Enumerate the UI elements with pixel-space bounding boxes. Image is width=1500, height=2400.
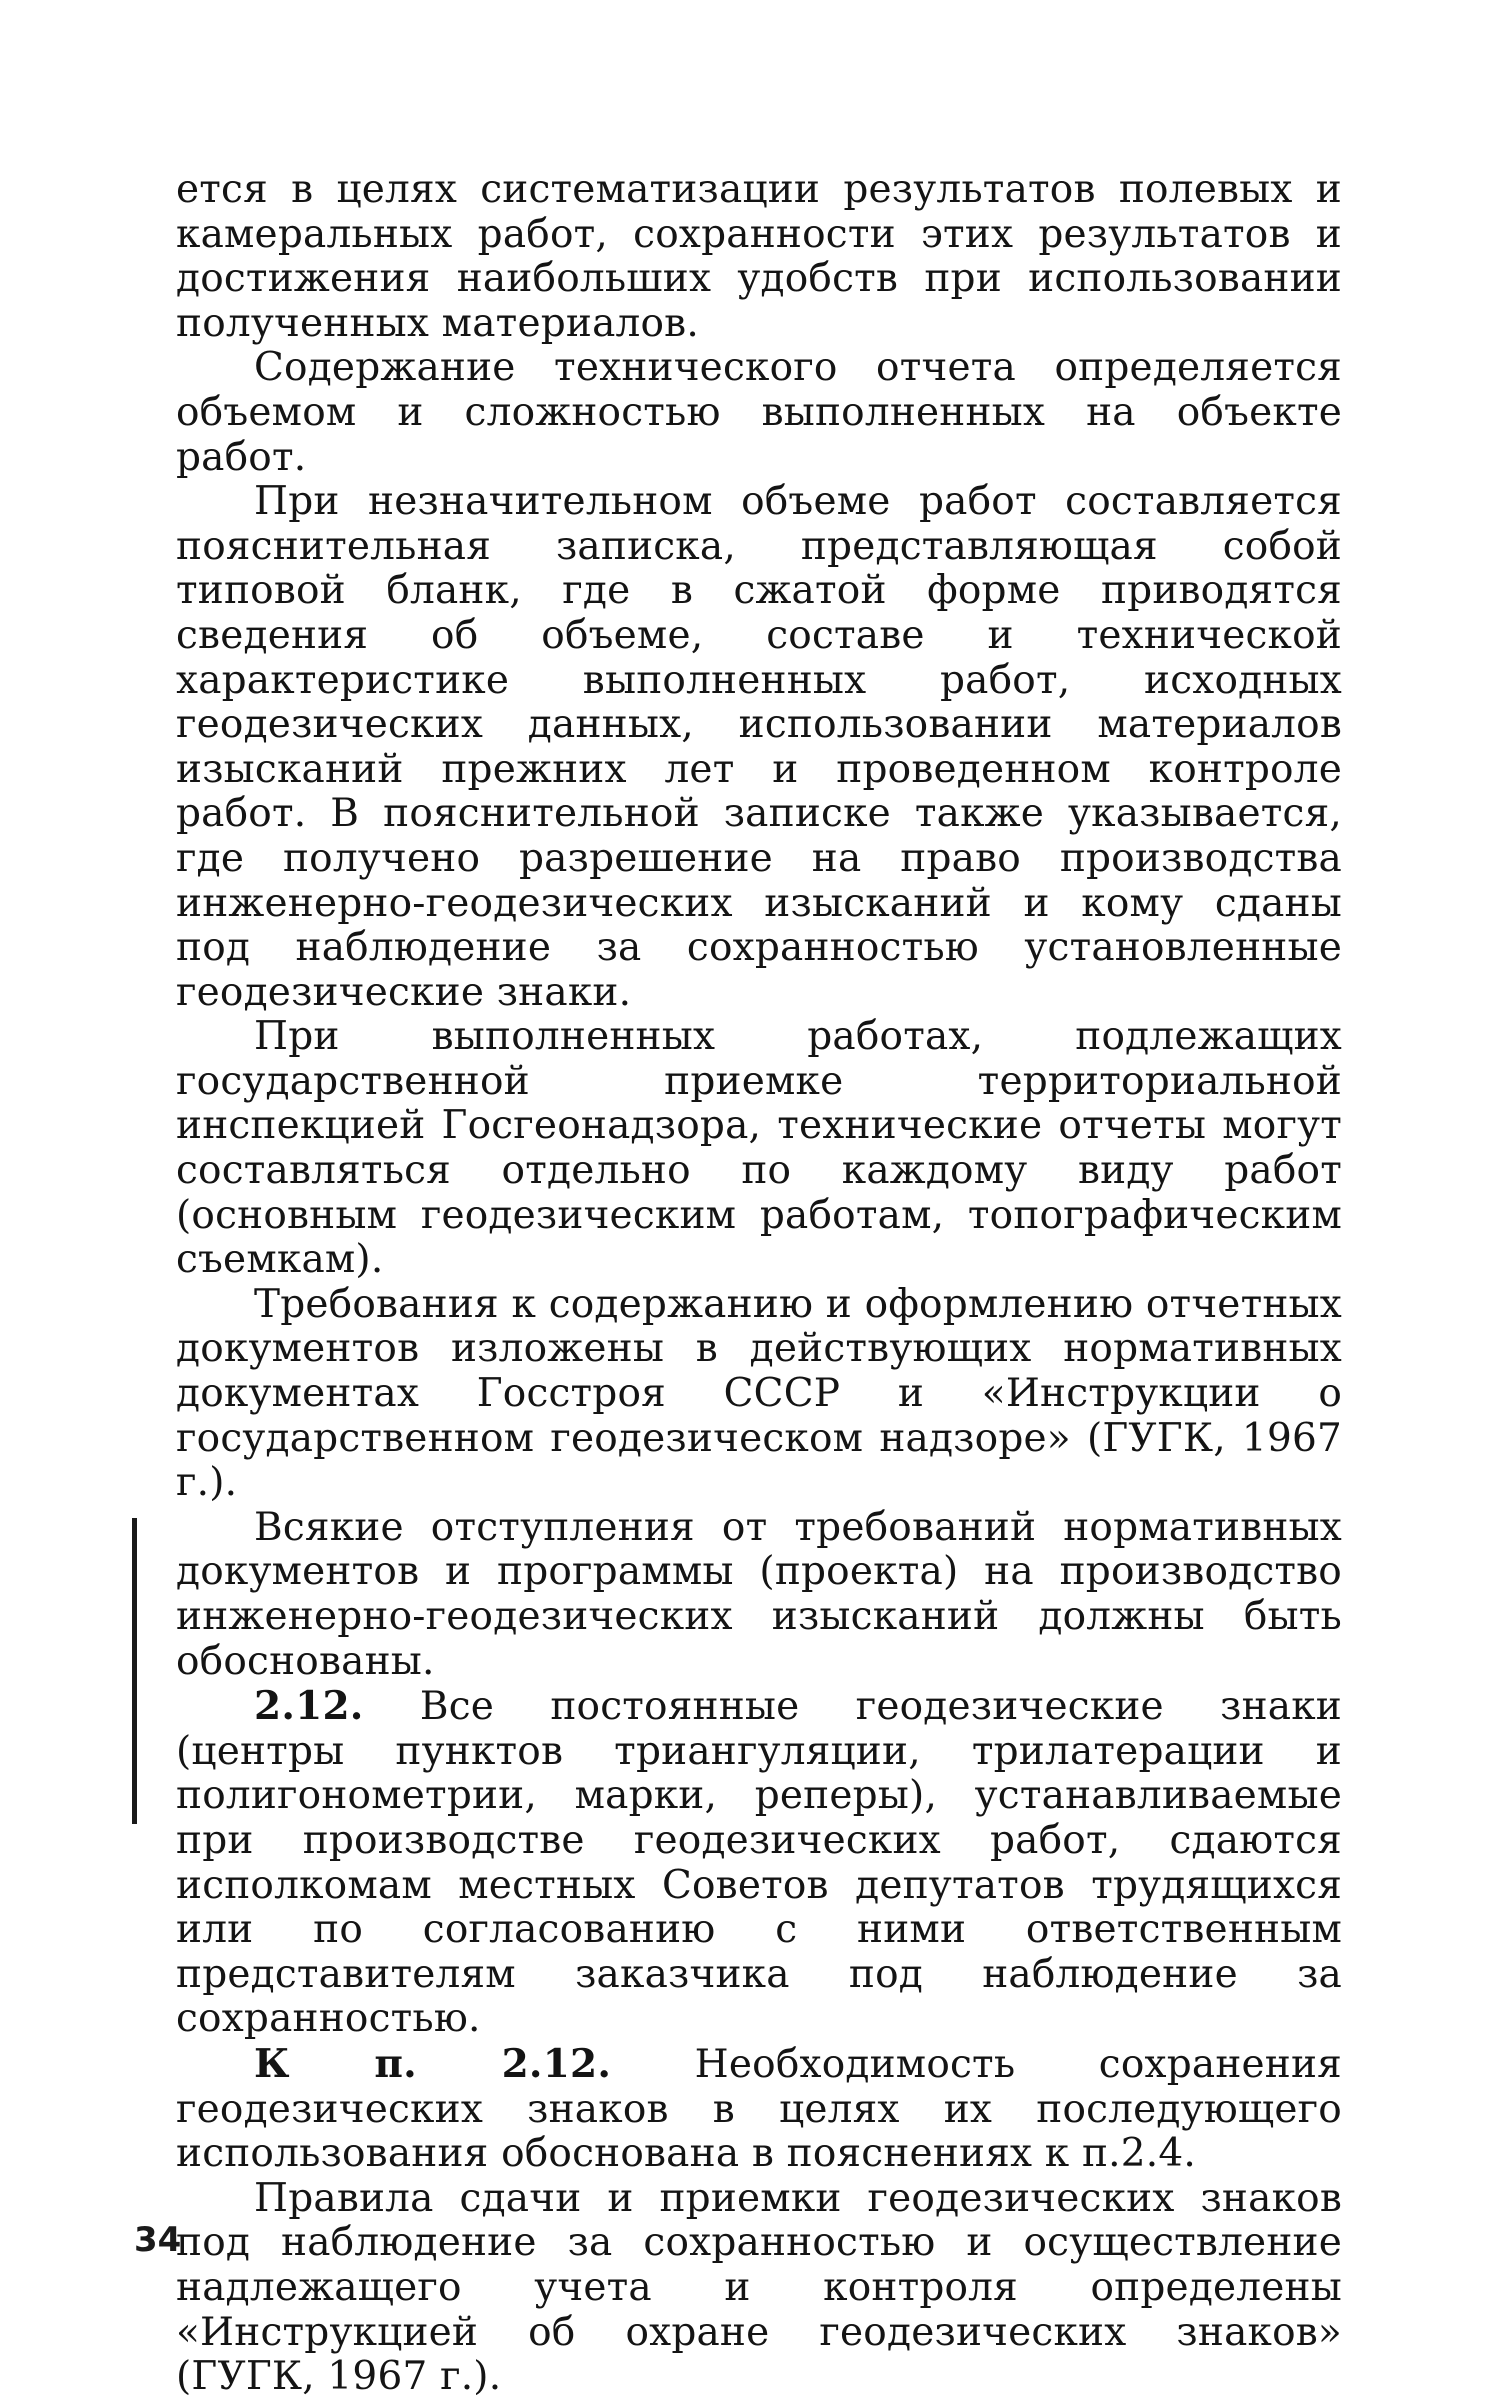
paragraph-3 — [176, 480, 1342, 1015]
paragraph-4-text: При выполненных работах, подлежащих государственной приемке территориальной инспекцией Госгеонадзора, технические отчеты могут составляться отдельно по каждому виду работ (основным геодезическим работам, топографическим съемкам). — [176, 1014, 1342, 1283]
paragraph-2 — [176, 346, 1342, 480]
commentary-2-12-label: К п. 2.12. — [254, 2040, 612, 2087]
commentary-2-12-text: Необходимость сохранения геодезических знаков в целях их последующего использования обоснована в пояснениях к п.2.4. — [176, 2041, 1342, 2177]
paragraph-6-text: Всякие отступления от требований нормативных документов и программы (проекта) на производство инженерно-геодезических изысканий должны быть обоснованы. — [176, 1504, 1342, 1684]
paragraph-5-text: Требования к содержанию и оформлению отчетных документов изложены в действующих нормативных документах Госстроя СССР и «Инструкции о государственном геодезическом надзоре» (ГУГК, 1967 г.). — [176, 1281, 1342, 1506]
paragraph-1-text: ется в целях систематизации результатов полевых и камеральных работ, сохранности этих результатов и достижения наибольших удобств при использовании полученных материалов. — [176, 167, 1342, 346]
document-body — [176, 168, 1342, 2400]
paragraph-9 — [176, 2177, 1342, 2400]
paragraph-3-text: При незначительном объеме работ составляется пояснительная записка, представляющая собой типовой бланк, где в сжатой форме приводятся сведения об объеме, составе и технической характеристике выполненных работ, исходных геодезических данных, использовании материалов изысканий прежних лет и проведенном контроле работ. В пояснительной записке также указывается, где получено разрешение на право производства инженерно-геодезических изысканий и кому сданы под наблюдение за сохранностью установленные геодезические знаки. — [176, 479, 1342, 1015]
section-2-12 — [176, 1684, 1342, 2042]
page-number: 34 — [134, 2220, 182, 2260]
paragraph-9-text: Правила сдачи и приемки геодезических знаков под наблюдение за сохранностью и осуществление надлежащего учета и контроля определены «Инструкцией об охране геодезических знаков» (ГУГК, 1967 г.). — [176, 2175, 1342, 2400]
paragraph-4 — [176, 1015, 1342, 1283]
section-2-12-number: 2.12. — [254, 1683, 364, 1730]
change-margin-bar — [132, 1518, 137, 1824]
paragraph-6 — [176, 1506, 1342, 1684]
paragraph-2-text: Содержание технического отчета определяется объемом и сложностью выполненных на объекте работ. — [176, 345, 1342, 480]
section-2-12-text: Все постоянные геодезические знаки (центры пунктов триангуляции, трилатерации и полигонометрии, марки, реперы), устанавливаемые при производстве геодезических работ, сдаются исполкомам местных Советов депутатов трудящихся или по согласованию с ними ответственным представителям заказчика под наблюдение за сохранностью. — [176, 1684, 1342, 2042]
paragraph-5 — [176, 1283, 1342, 1506]
commentary-2-12 — [176, 2042, 1342, 2177]
paragraph-1 — [176, 168, 1342, 346]
